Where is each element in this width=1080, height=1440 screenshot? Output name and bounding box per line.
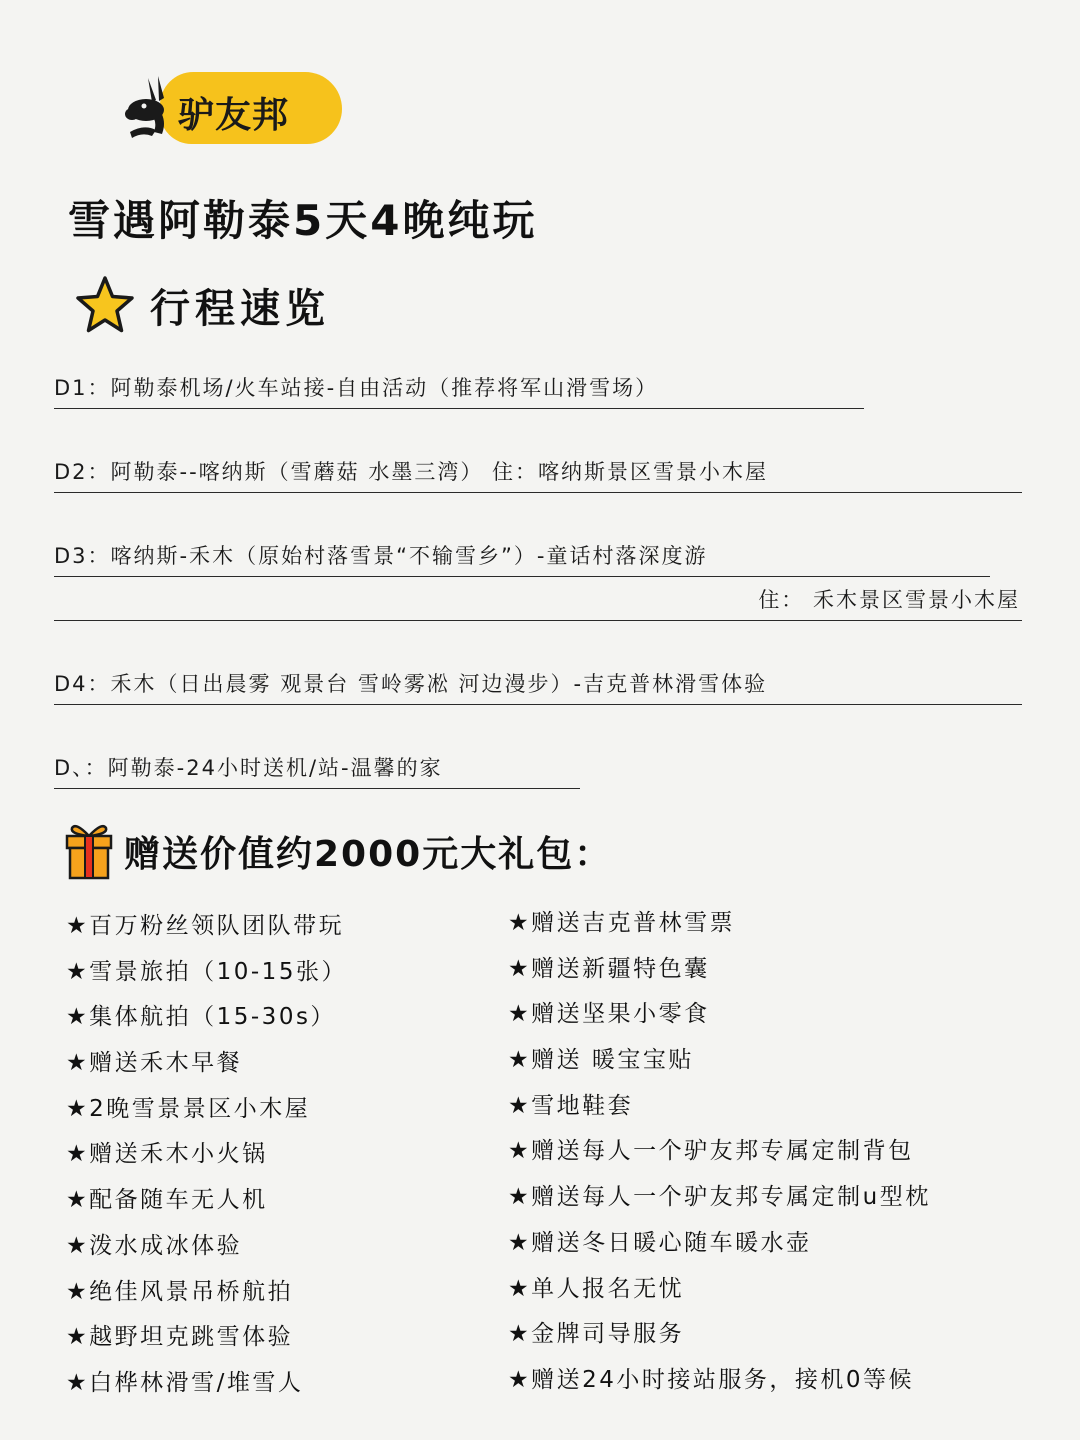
list-item: ★赠送禾木早餐 xyxy=(66,1050,243,1077)
list-item: ★赠送坚果小零食 xyxy=(508,1001,710,1028)
list-item: ★雪景旅拍（10-15张） xyxy=(66,958,347,985)
list-item: ★赠送每人一个驴友邦专属定制u型枕 xyxy=(508,1184,931,1211)
list-item: ★金牌司导服务 xyxy=(508,1321,685,1348)
list-item: ★配备随车无人机 xyxy=(66,1187,268,1214)
itinerary-day-3: D3：喀纳斯-禾木（原始村落雪景“不输雪乡”）-童话村落深度游 xyxy=(54,540,990,577)
list-item: ★绝佳风景吊桥航拍 xyxy=(66,1278,294,1305)
brand-name: 驴友邦 xyxy=(178,95,290,136)
list-item: ★赠送新疆特色囊 xyxy=(508,955,710,982)
itinerary-day-2: D2：阿勒泰--喀纳斯（雪蘑菇 水墨三湾） 住：喀纳斯景区雪景小木屋 xyxy=(54,456,1022,493)
gift-list-right xyxy=(508,904,931,1407)
list-item: ★白桦林滑雪/堆雪人 xyxy=(66,1369,304,1396)
page-title: 雪遇阿勒泰5天4晚纯玩 xyxy=(68,196,538,245)
star-icon xyxy=(74,274,136,336)
itinerary-heading xyxy=(74,274,330,336)
itinerary-day-1: D1：阿勒泰机场/火车站接-自由活动（推荐将军山滑雪场） xyxy=(54,372,864,409)
itinerary-day-3-stay: 住： 禾木景区雪景小木屋 xyxy=(54,584,1022,621)
gift-list-left xyxy=(66,907,347,1410)
list-item: ★百万粉丝领队团队带玩 xyxy=(66,913,345,939)
list-item: ★越野坦克跳雪体验 xyxy=(66,1324,294,1351)
itinerary-heading-text: 行程速览 xyxy=(150,285,330,332)
itinerary-day-4: D4：禾木（日出晨雾 观景台 雪岭雾凇 河边漫步）-吉克普林滑雪体验 xyxy=(54,668,1022,705)
gift-heading xyxy=(64,820,612,882)
list-item: ★雪地鞋套 xyxy=(508,1092,634,1119)
list-item: ★赠送冬日暖心随车暖水壶 xyxy=(508,1229,812,1256)
brand-logo xyxy=(122,70,322,150)
list-item: ★2晚雪景景区小木屋 xyxy=(66,1095,311,1122)
list-item: ★赠送 暖宝宝贴 xyxy=(508,1047,694,1074)
list-item: ★赠送禾木小火锅 xyxy=(66,1141,268,1168)
list-item: ★赠送吉克普林雪票 xyxy=(508,910,736,936)
itinerary-day-5: D、：阿勒泰-24小时送机/站-温馨的家 xyxy=(54,752,580,789)
list-item: ★集体航拍（15-30s） xyxy=(66,1004,336,1031)
list-item: ★赠送24小时接站服务，接机0等候 xyxy=(508,1366,915,1393)
gift-heading-text: 赠送价值约2000元大礼包： xyxy=(124,833,613,875)
gift-icon xyxy=(64,820,114,882)
list-item: ★单人报名无忧 xyxy=(508,1275,685,1302)
list-item: ★泼水成冰体验 xyxy=(66,1232,243,1259)
list-item: ★赠送每人一个驴友邦专属定制背包 xyxy=(508,1138,914,1165)
